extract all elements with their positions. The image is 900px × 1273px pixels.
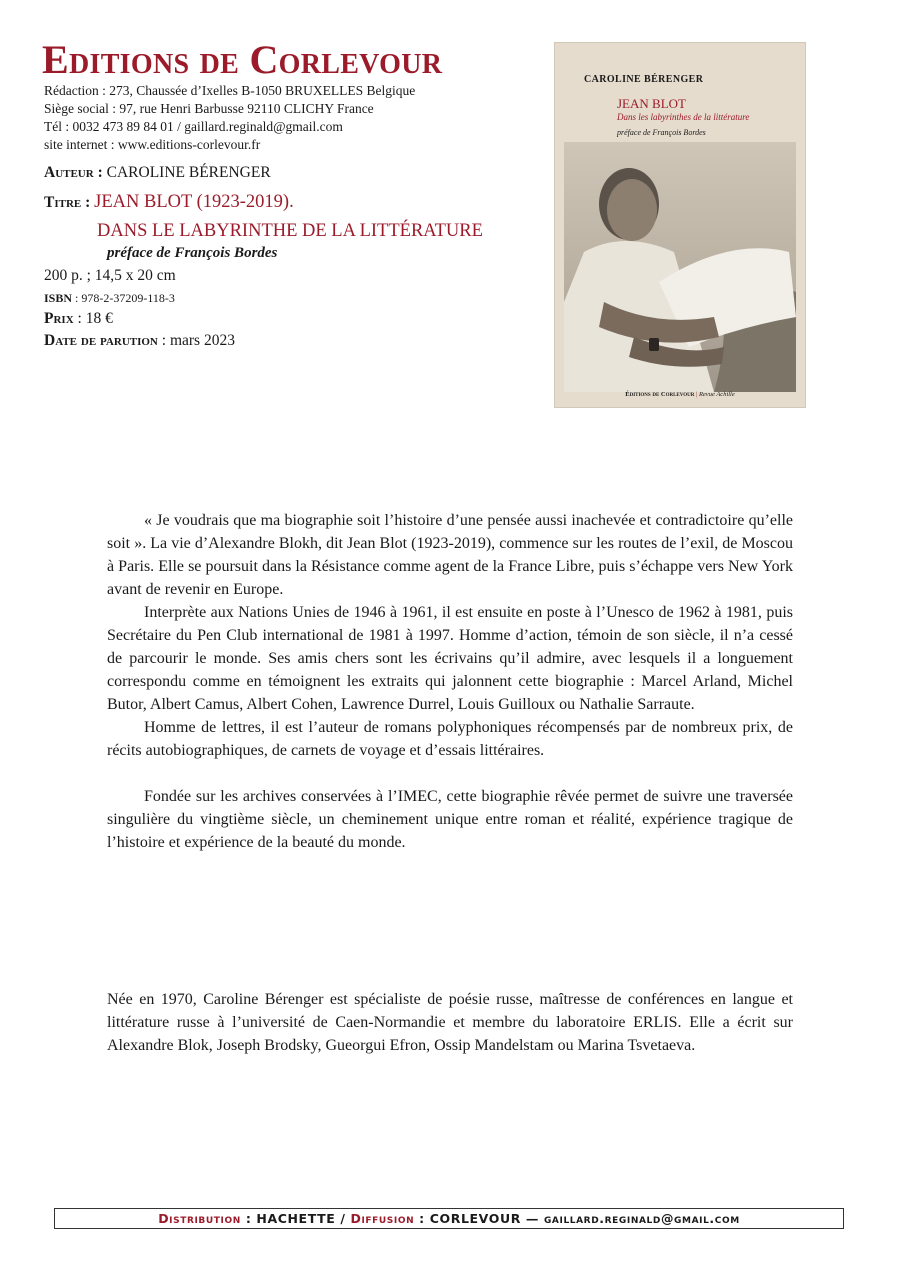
address-line-redaction: Rédaction : 273, Chaussée d’Ixelles B-1050 BRUXELLES Belgique: [44, 83, 416, 98]
author-biography: [107, 988, 793, 1057]
footer-dash: —: [520, 1211, 544, 1226]
cover-subtitle: Dans les labyrinthes de la littérature: [617, 112, 750, 122]
cover-author: CAROLINE BÉRENGER: [584, 74, 704, 85]
date-label: Date de parution: [44, 332, 158, 349]
book-subtitle: DANS LE LABYRINTHE DE LA LITTÉRATURE: [97, 221, 483, 241]
date-line: [44, 332, 235, 351]
price-value: : 18 €: [77, 310, 113, 327]
author-name: CAROLINE BÉRENGER: [106, 164, 271, 181]
cover-publisher: Éditions de Corlevour: [625, 391, 695, 398]
cover-footer: [554, 391, 806, 398]
book-description: [107, 509, 793, 854]
description-paragraph: Fondée sur les archives conservées à l’IMEC, cette biographie rêvée permet de suivre une traversée singulière du vingtième siècle, un cheminement unique entre roman et réalité, expérience tragique de l’histoire et expérience de la beauté du monde.: [107, 788, 793, 851]
cover-photo: [564, 142, 796, 392]
isbn-label: ISBN: [44, 291, 73, 305]
isbn-value: : 978-2-37209-118-3: [75, 291, 175, 305]
book-cover-image: [554, 42, 806, 408]
author-bio-text: Née en 1970, Caroline Bérenger est spécialiste de poésie russe, maîtresse de conférences en langue et littérature russe à l’université de Caen-Normandie et membre du laboratoire ERLIS. Elle a écrit sur Alexandre Blok, Joseph Brodsky, Gueorgui Efron, Ossip Mandelstam ou Marina Tsvetaeva.: [107, 991, 793, 1054]
diffusion-value: CORLEVOUR: [429, 1211, 521, 1226]
cover-collection: Revue Achille: [698, 391, 735, 398]
preface-credit: préface de François Bordes: [107, 245, 278, 261]
distribution-separator: :: [240, 1211, 257, 1226]
price-label: Prix: [44, 310, 74, 327]
description-paragraph: Homme de lettres, il est l’auteur de romans polyphoniques récompensés par de nombreux prix, de récits autobiographiques, de carnets de voyage et d’essais littéraires.: [107, 719, 793, 759]
portrait-illustration: [564, 142, 796, 392]
cover-separator: |: [696, 391, 698, 398]
footer-email[interactable]: gaillard.reginald@gmail.com: [543, 1211, 740, 1226]
title-label: Titre :: [44, 194, 91, 211]
address-line-phone: Tél : 0032 473 89 84 01 / gaillard.reginald@gmail.com: [44, 119, 343, 134]
footer-slash: /: [335, 1211, 351, 1226]
distribution-footer: [54, 1208, 844, 1229]
diffusion-separator: :: [414, 1211, 430, 1226]
distribution-label: Distribution: [158, 1211, 241, 1226]
distribution-value: HACHETTE: [256, 1211, 336, 1226]
cover-preface: préface de François Bordes: [617, 128, 706, 137]
description-paragraph: « Je voudrais que ma biographie soit l’histoire d’une pensée aussi inachevée et contradictoire qu’elle soit ». La vie d’Alexandre Blokh, dit Jean Blot (1923-2019), commence sur les routes de l’exil, de Moscou à Paris. Elle se poursuit dans la Résistance comme agent de la France Libre, puis s’échappe vers New York avant de revenir en Europe.: [107, 512, 793, 598]
cover-title: JEAN BLOT: [617, 96, 686, 111]
publisher-name: Editions de Corlevour: [42, 37, 443, 82]
diffusion-label: Diffusion: [350, 1211, 415, 1226]
title-line: [44, 191, 294, 213]
address-line-siege: Siège social : 97, rue Henri Barbusse 92110 CLICHY France: [44, 101, 374, 116]
format-line: 200 p. ; 14,5 x 20 cm: [44, 267, 176, 284]
isbn-line: [44, 291, 175, 305]
address-line-website: site internet : www.editions-corlevour.fr: [44, 137, 261, 152]
price-line: [44, 310, 113, 329]
book-title: JEAN BLOT (1923-2019).: [94, 192, 294, 212]
description-paragraph: Interprète aux Nations Unies de 1946 à 1961, il est ensuite en poste à l’Unesco de 1962 à 1981, puis Secrétaire du Pen Club international de 1981 à 1997. Homme d’action, témoin de son siècle, il n’a cessé de parcourir le monde. Ses amis chers sont les écrivains qu’il admire, avec lesquels il a longuement correspondu comme en témoignent les extraits qui jalonnent cette biographie : Marcel Arland, Michel Butor, Albert Camus, Albert Cohen, Lawrence Durrel, Louis Guilloux ou Nathalie Sarraute.: [107, 604, 793, 713]
author-label: Auteur :: [44, 164, 103, 181]
author-line: [44, 164, 271, 183]
date-value: : mars 2023: [161, 332, 235, 349]
